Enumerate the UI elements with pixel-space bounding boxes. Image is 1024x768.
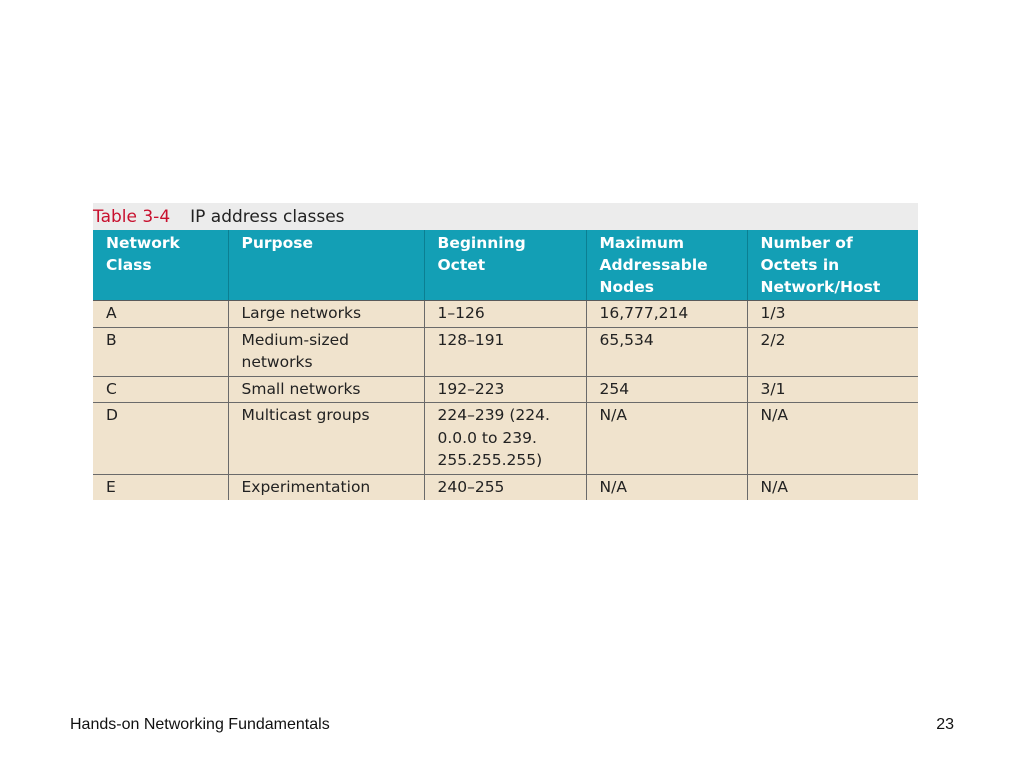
- header-purpose: Purpose: [228, 230, 424, 301]
- cell-class: A: [93, 301, 228, 328]
- header-octets-network-host: Number of Octets in Network/Host: [747, 230, 918, 301]
- cell-max-nodes: 254: [586, 376, 747, 403]
- cell-beginning-octet: 192–223: [424, 376, 586, 403]
- header-beginning-octet: Beginning Octet: [424, 230, 586, 301]
- cell-purpose: Medium-sized networks: [228, 327, 424, 376]
- cell-class: D: [93, 403, 228, 475]
- table-title: IP address classes: [190, 206, 345, 227]
- table-caption: [93, 203, 918, 230]
- table-number-label: Table 3-4: [93, 206, 171, 227]
- cell-purpose: Multicast groups: [228, 403, 424, 475]
- cell-purpose: Small networks: [228, 376, 424, 403]
- cell-octets: 1/3: [747, 301, 918, 328]
- cell-class: C: [93, 376, 228, 403]
- table-row-class-b: [93, 327, 918, 376]
- table-figure: [93, 203, 918, 500]
- cell-octets: 2/2: [747, 327, 918, 376]
- cell-purpose: Experimentation: [228, 474, 424, 500]
- header-network-class: Network Class: [93, 230, 228, 301]
- cell-beginning-octet: 128–191: [424, 327, 586, 376]
- cell-beginning-octet: 240–255: [424, 474, 586, 500]
- cell-octets: 3/1: [747, 376, 918, 403]
- table-row-class-c: [93, 376, 918, 403]
- header-maximum-addressable-nodes: Maximum Addressable Nodes: [586, 230, 747, 301]
- table-header-row: [93, 230, 918, 301]
- footer-course-title: Hands-on Networking Fundamentals: [70, 716, 330, 733]
- ip-address-classes-table: [93, 230, 918, 500]
- cell-beginning-octet: 1–126: [424, 301, 586, 328]
- table-row-class-e: [93, 474, 918, 500]
- cell-class: E: [93, 474, 228, 500]
- cell-octets: N/A: [747, 474, 918, 500]
- cell-max-nodes: 16,777,214: [586, 301, 747, 328]
- cell-max-nodes: N/A: [586, 474, 747, 500]
- cell-max-nodes: N/A: [586, 403, 747, 475]
- cell-purpose: Large networks: [228, 301, 424, 328]
- table-row-class-a: [93, 301, 918, 328]
- footer-page-number: 23: [936, 716, 954, 733]
- cell-class: B: [93, 327, 228, 376]
- cell-beginning-octet: 224–239 (224. 0.0.0 to 239. 255.255.255): [424, 403, 586, 475]
- cell-max-nodes: 65,534: [586, 327, 747, 376]
- table-row-class-d: [93, 403, 918, 475]
- cell-octets: N/A: [747, 403, 918, 475]
